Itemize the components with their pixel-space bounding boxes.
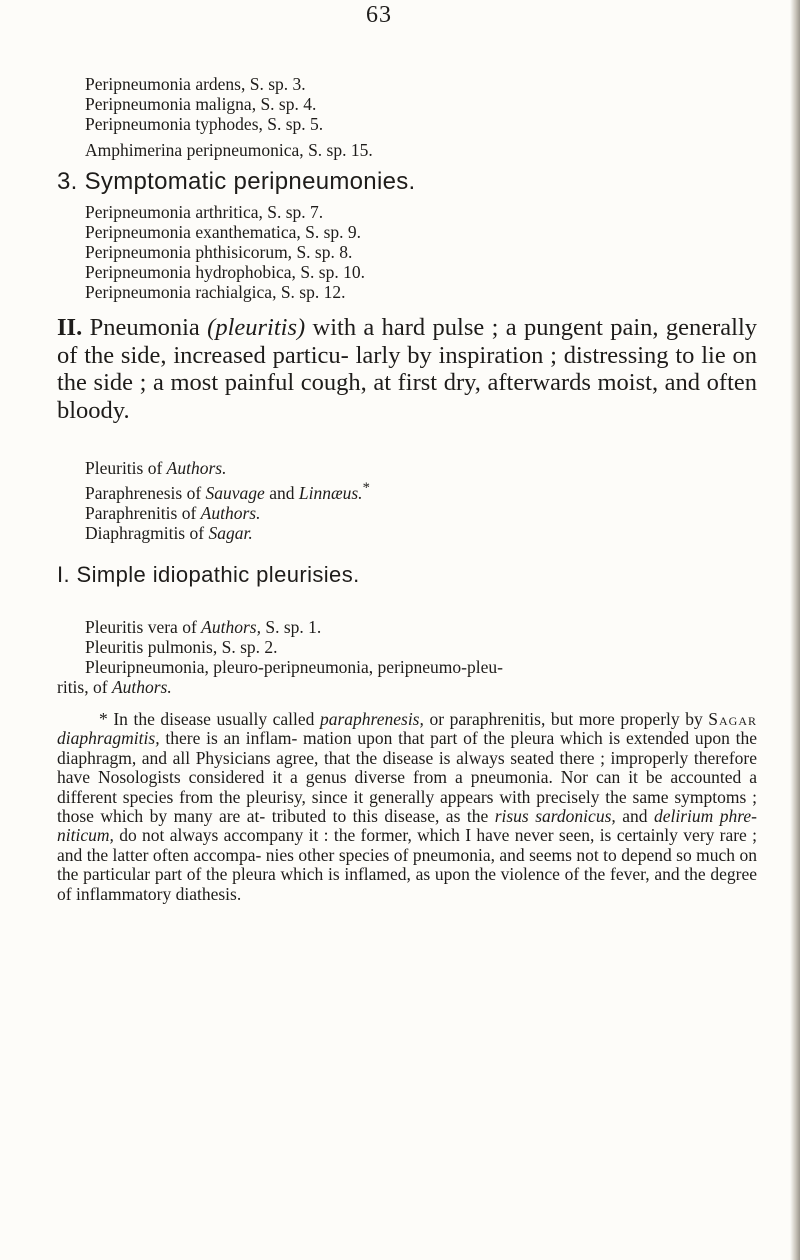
section-numeral: II. xyxy=(57,314,83,341)
species-entry: Peripneumonia typhodes, S. sp. 5. xyxy=(85,114,324,134)
synonym-entry: Paraphrenitis of Authors. xyxy=(85,502,261,523)
species-entry: Peripneumonia arthritica, S. sp. 7. xyxy=(85,202,324,222)
pneumonia-definition xyxy=(57,314,757,424)
species-entry: Peripneumonia rachialgica, S. sp. 12. xyxy=(85,282,346,302)
species-list-ardent xyxy=(0,74,800,134)
heading-symptomatic-peripneumonies: 3. Symptomatic peripneumonies. xyxy=(57,168,416,195)
species-entry: Peripneumonia exanthematica, S. sp. 9. xyxy=(85,222,362,242)
section-alt-name: (pleuritis) xyxy=(207,314,306,341)
footnote-mark: * xyxy=(362,480,370,496)
species-entry: Peripneumonia ardens, S. sp. 3. xyxy=(85,74,306,94)
section-description: with a hard pulse ; a pungent pain, generally of the side, increased particu- larly by inspiration ; distressing to lie on the side ; a most painful cough, at first dry, afterwards moist, and often bloody. xyxy=(57,314,758,424)
species-list-pleurisies xyxy=(0,617,800,697)
species-list-symptomatic xyxy=(0,202,800,302)
synonym-entry: Diaphragmitis of Sagar. xyxy=(85,522,253,543)
species-entry: Peripneumonia maligna, S. sp. 4. xyxy=(85,94,317,114)
synonym-entry: Paraphrenesis of Sauvage and Linnæus.* xyxy=(85,480,370,503)
amphimerina-entry: Amphimerina peripneumonica, S. sp. 15. xyxy=(85,140,373,160)
species-entry: ritis, of Authors. xyxy=(57,677,172,697)
species-entry: Peripneumonia hydrophobica, S. sp. 10. xyxy=(85,262,365,282)
species-entry: Pleuripneumonia, pleuro-peripneumonia, peripneumo-pleu- xyxy=(85,657,503,677)
footnote: * In the disease usually called paraphrenesis, or paraphrenitis, but more properly by Sagar diaphragmitis, there is an inflam- mation upon that part of the pleura which is extended upon the diaphragm, and all Physicians agree, that the disease is always seated there ; improperly therefore have Nosologists considered it a genus diverse from a pneumonia. Nor can it be accounted a different species from the pleurisy, since it generally appears with precisely the same symptoms ; those which by many are at- tributed to this disease, as the risus sardonicus, and delirium phre- niticum, do not always accompany it : the former, which I have never seen, is certainly very rare ; and the latter often accompa- nies other species of pneumonia, and seems not to depend so much on the particular part of the pleura which is inflamed, as upon the violence of the fever, and the degree of inflammatory diathesis. xyxy=(57,709,758,904)
synonym-entry: Pleuritis of Authors. xyxy=(85,458,227,478)
heading-simple-pleurisies: I. Simple idiopathic pleurisies. xyxy=(57,562,360,587)
synonym-list xyxy=(0,458,800,543)
section-name: Pneumonia xyxy=(89,314,200,341)
page-number: 63 xyxy=(366,2,392,28)
species-entry: Pleuritis vera of Authors, S. sp. 1. xyxy=(85,617,322,637)
species-entry: Peripneumonia phthisicorum, S. sp. 8. xyxy=(85,242,353,262)
species-entry: Pleuritis pulmonis, S. sp. 2. xyxy=(85,637,278,657)
